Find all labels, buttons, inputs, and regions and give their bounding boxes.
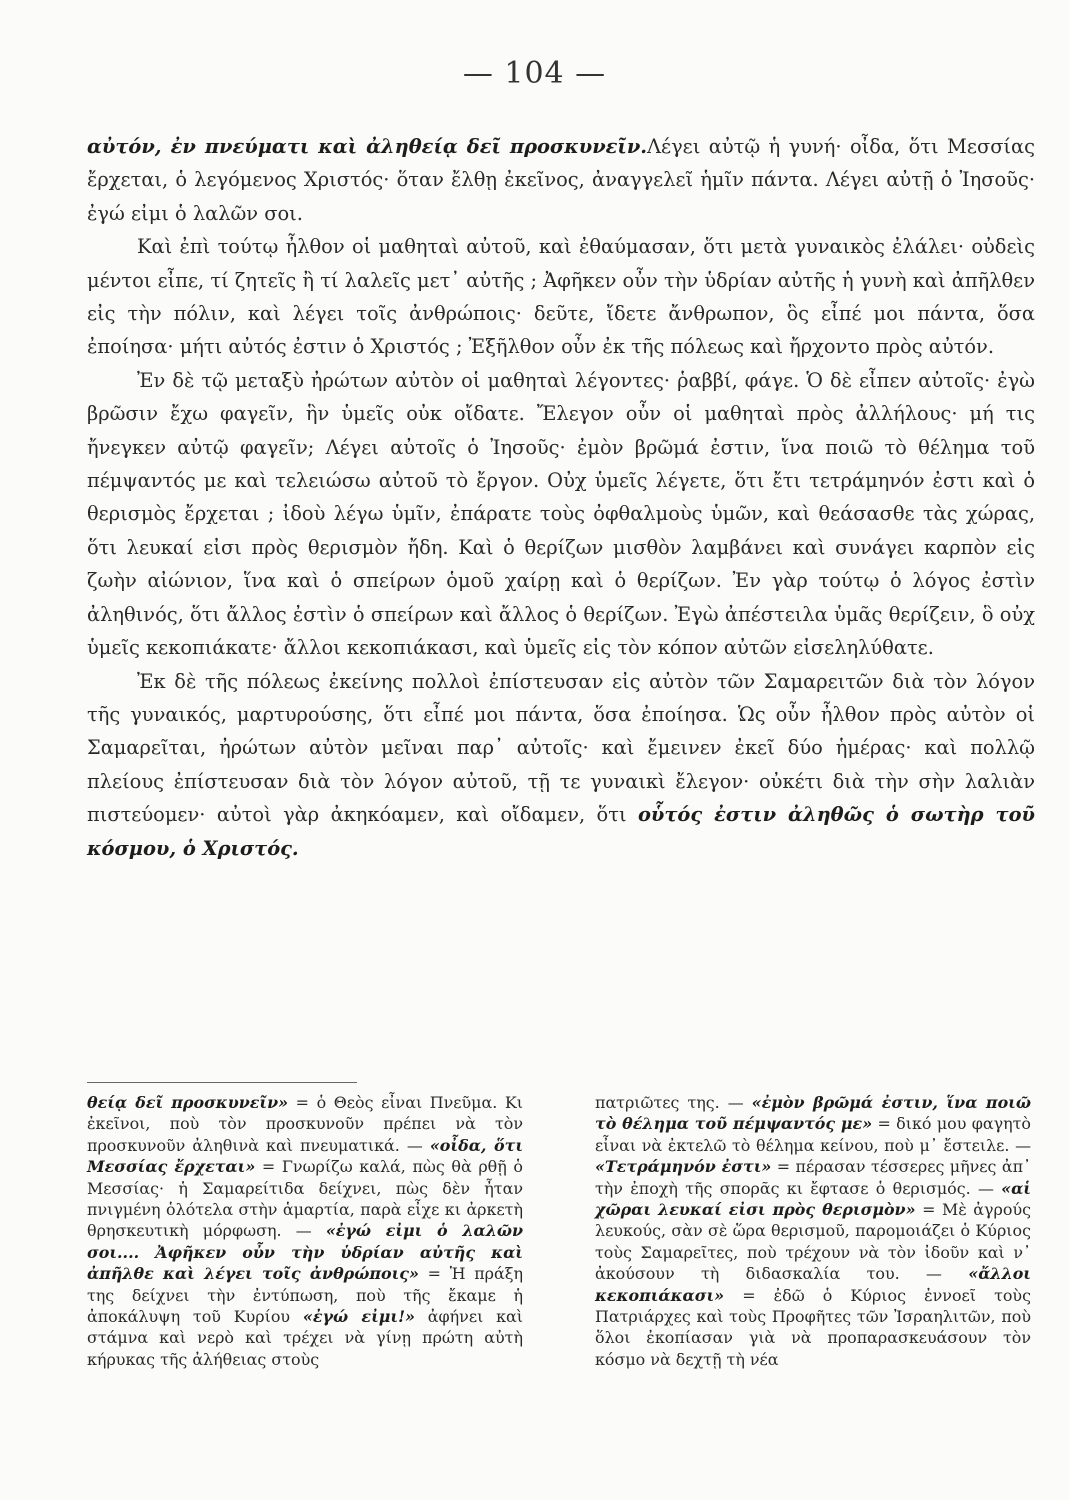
footnote-term: «οἶδα, ὅτι Μεσσίας ἔρχεται» — [87, 1135, 524, 1177]
footnote-text — [595, 1092, 1031, 1370]
footnote-gloss: = ὁ Θεὸς εἶναι Πνεῦμα. Κι ἐκεῖνοι, ποὺ τὸν προσκυνοῦν πρέπει νὰ τὸν προσκυνοῦν ἀληθινὰ καὶ πνευματικά. — — [87, 1093, 523, 1155]
footnote-gloss: = Γνωρίζω καλά, πὼς θὰ ρθῇ ὁ Μεσσίας· ἡ Σαμαρείτιδα δείχνει, πὼς δὲν ἦταν πνιγμένη ὁλότελα στὴν ἁμαρτία, παρὰ εἶχε κι ἀρκετὴ θρησκευτικὴ μόρφωση. — — [87, 1157, 523, 1241]
footnote-term: «ἐγώ εἰμι!» — [302, 1307, 415, 1327]
footnote-term: «ἄλλοι κεκοπιάκασι» — [595, 1264, 1031, 1305]
footnote-term: «Τετράμηνόν ἐστι» — [595, 1157, 772, 1177]
page-number: — 104 — — [462, 56, 607, 91]
footnote-term: «ἐγώ εἰμι ὁ λαλῶν σοι.... Ἀφῆκεν οὖν τὴν ὑδρίαν αὐτῆς καὶ ἀπῆλθε καὶ λέγει τοῖς ἀνθρώποις» — [87, 1221, 524, 1284]
paragraph-3: Ἐν δὲ τῷ μεταξὺ ἠρώτων αὐτὸν οἱ μαθηταὶ λέγοντες· ῥαββί, φάγε. Ὁ δὲ εἶπεν αὐτοῖς· ἐγὼ βρῶσιν ἔχω φαγεῖν, ἣν ὑμεῖς οὐκ οἴδατε. Ἔλεγον οὖν οἱ μαθηταὶ πρὸς ἀλλήλους· μή τις ἤνεγκεν αὐτῷ φαγεῖν; Λέγει αὐτοῖς ὁ Ἰησοῦς· ἐμὸν βρῶμά ἐστιν, ἵνα ποιῶ τὸ θέλημα τοῦ πέμψαντός με καὶ τελειώσω αὐτοῦ τὸ ἔργον. Οὐχ ὑμεῖς λέγετε, ὅτι ἔτι τετράμηνόν ἐστι καὶ ὁ θερισμὸς ἔρχεται ; ἰδοὺ λέγω ὑμῖν, ἐπάρατε τοὺς ὀφθαλμοὺς ὑμῶν, καὶ θεάσασθε τὰς χώρας, ὅτι λευκαί εἰσι πρὸς θερισμὸν ἤδη. Καὶ ὁ θερίζων μισθὸν λαμβάνει καὶ συνάγει καρπὸν εἰς ζωὴν αἰώνιον, ἵνα καὶ ὁ σπείρων ὁμοῦ χαίρῃ καὶ ὁ θερίζων. Ἐν γὰρ τούτῳ ὁ λόγος ἐστὶν ἀληθινός, ὅτι ἄλλος ἐστὶν ὁ σπείρων καὶ ἄλλος ὁ θερίζων. Ἐγὼ ἀπέστειλα ὑμᾶς θερίζειν, ὃ οὐχ ὑμεῖς κεκοπιάκατε· ἄλλοι κεκοπιάκασι, καὶ ὑμεῖς εἰς τὸν κόπον αὐτῶν εἰσεληλύθατε. — [87, 368, 1035, 660]
footnote-term: «αἱ χῶραι λευκαί εἰσι πρὸς θερισμὸν» — [595, 1178, 1031, 1220]
bold-phrase: αὐτόν, ἐν πνεύματι καὶ ἀληθείᾳ δεῖ προσκυνεῖν. — [87, 135, 648, 158]
paragraph-4 — [87, 665, 1035, 865]
footnote-text — [87, 1092, 523, 1370]
footnote-gloss: = πέρασαν τέσσερες μῆνες ἀπ᾽ τὴν ἐποχὴ τῆς σπορᾶς κι ἔφτασε ὁ θερισμός. — — [595, 1157, 1031, 1198]
footnote-gloss: = Μὲ ἀγρούς λευκούς, σὰν σὲ ὥρα θερισμοῦ, παρομοιάζει ὁ Κύριος τοὺς Σαμαρεῖτες, ποὺ τρέχουν νὰ τὸν ἰδοῦν καὶ ν᾽ ἀκούσουν τὴ διδασκαλία του. — — [595, 1200, 1032, 1284]
bold-phrase: οὗτός ἐστιν ἀληθῶς ὁ σωτὴρ τοῦ κόσμου, ὁ Χριστός. — [87, 803, 1035, 860]
paragraph-text: Ἐκ δὲ τῆς πόλεως ἐκείνης πολλοὶ ἐπίστευσαν εἰς αὐτὸν τῶν Σαμαρειτῶν διὰ τὸν λόγον τῆς γυναικός, μαρτυρούσης, ὅτι εἶπέ μοι πάντα, ὅσα ἐποίησα. Ὡς οὖν ἦλθον πρὸς αὐτὸν οἱ Σαμαρεῖται, ἠρώτων αὐτὸν μεῖναι παρ᾽ αὐτοῖς· καὶ ἔμεινεν ἐκεῖ δύο ἡμέρας· καὶ πολλῷ πλείους ἐπίστευσαν διὰ τὸν λόγον αὐτοῦ, τῇ τε γυναικὶ ἔλεγον· οὐκέτι διὰ τὴν σὴν λαλιὰν πιστεύομεν· αὐτοὶ γὰρ ἀκηκόαμεν, καὶ οἴδαμεν, ὅτι — [87, 669, 1035, 827]
footnote-column-right — [595, 1092, 1031, 1370]
footnote-term: «ἐμὸν βρῶμά ἐστιν, ἵνα ποιῶ τὸ θέλημα τοῦ πέμψαντός με» — [595, 1093, 1031, 1134]
footnote-gloss: = Ἡ πράξη της δείχνει τὴν ἐντύπωση, ποὺ τῆς ἔκαμε ἡ ἀποκάλυψη τοῦ Κυρίου — [87, 1264, 523, 1327]
paragraph-text: Λέγει αὐτῷ ἡ γυνή· οἶδα, ὅτι Μεσσίας ἔρχεται, ὁ λεγόμενος Χριστός· ὅταν ἔλθῃ ἐκεῖνος, ἀναγγελεῖ ἡμῖν πάντα. Λέγει αὐτῇ ὁ Ἰησοῦς· ἐγώ εἰμι ὁ λαλῶν σοι. — [87, 135, 1035, 225]
footnote-gloss: = δικό μου φαγητὸ εἶναι νὰ ἐκτελῶ τὸ θέλημα κείνου, ποὺ μ᾽ ἔστειλε. — — [595, 1114, 1032, 1155]
paragraph-2: Καὶ ἐπὶ τούτῳ ἦλθον οἱ μαθηταὶ αὐτοῦ, καὶ ἐθαύμασαν, ὅτι μετὰ γυναικὸς ἐλάλει· οὐδεὶς μέντοι εἶπε, τί ζητεῖς ἢ τί λαλεῖς μετ᾽ αὐτῆς ; Ἀφῆκεν οὖν τὴν ὑδρίαν αὐτῆς ἡ γυνὴ καὶ ἀπῆλθεν εἰς τὴν πόλιν, καὶ λέγει τοῖς ἀνθρώποις· δεῦτε, ἴδετε ἄνθρωπον, ὃς εἶπέ μοι πάντα, ὅσα ἐποίησα· μήτι αὐτός ἐστιν ὁ Χριστός ; Ἐξῆλθον οὖν ἐκ τῆς πόλεως καὶ ἤρχοντο πρὸς αὐτόν. — [87, 235, 1035, 359]
footnote-gloss: = ἐδῶ ὁ Κύριος ἐννοεῖ τοὺς Πατριάρχες καὶ τοὺς Προφῆτες τῶν Ἰσραηλιτῶν, ποὺ ὅλοι ἐκοπίασαν γιὰ νὰ προπαρασκευάσουν τὸν κόσμο νὰ δεχτῇ τὴ νέα — [595, 1285, 1031, 1369]
footnote-gloss: ἀφήνει καὶ στάμνα καὶ νερὸ καὶ τρέχει νὰ γίνῃ πρώτη αὐτὴ κήρυκας τῆς ἀλήθειας στοὺς — [87, 1307, 524, 1369]
footnote-term: θείᾳ δεῖ προσκυνεῖν» — [87, 1093, 289, 1112]
main-text — [87, 130, 1035, 865]
paragraph-1 — [87, 130, 1035, 230]
footnote-column-left — [87, 1092, 523, 1370]
footnote-divider — [87, 1082, 357, 1083]
footnote-gloss: πατριῶτες της. — — [595, 1093, 752, 1112]
